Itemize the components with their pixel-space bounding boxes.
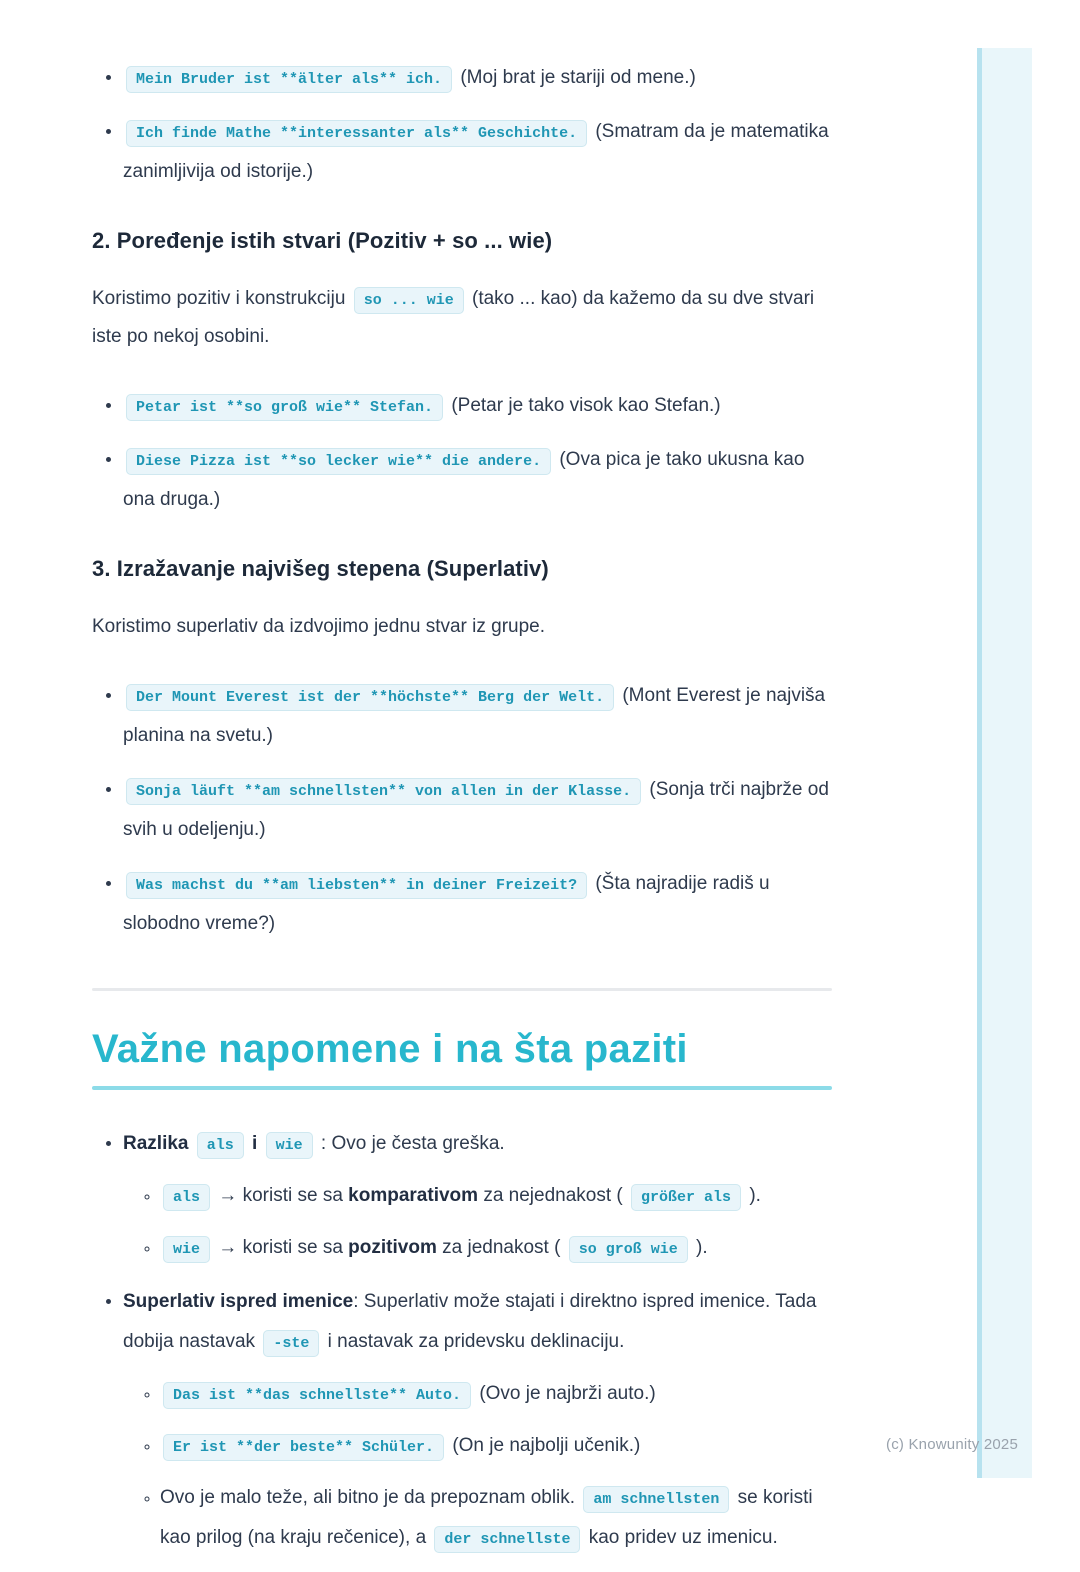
text-segment: za jednakost ( bbox=[436, 1237, 566, 1258]
inline-code-chip: Was machst du **am liebsten** in deiner Freizeit? bbox=[126, 872, 587, 899]
notes-sublist bbox=[123, 1176, 832, 1268]
section2-example-list bbox=[92, 386, 832, 520]
list-item bbox=[123, 864, 832, 944]
inline-code-chip: als bbox=[163, 1184, 210, 1211]
text-segment: za nejednakost ( bbox=[478, 1185, 629, 1206]
inline-code-chip: Der Mount Everest ist der **höchste** Berg der Welt. bbox=[126, 684, 614, 711]
list-item bbox=[123, 440, 832, 520]
title-underline bbox=[92, 1086, 832, 1090]
section3-example-list bbox=[92, 676, 832, 944]
bold-text-segment: komparativom bbox=[348, 1185, 479, 1206]
section-divider bbox=[92, 988, 832, 991]
inline-code-chip: Diese Pizza ist **so lecker wie** die andere. bbox=[126, 448, 551, 475]
inline-code-chip: Das ist **das schnellste** Auto. bbox=[163, 1382, 471, 1409]
list-item bbox=[160, 1374, 832, 1414]
list-item bbox=[123, 386, 832, 426]
inline-code-chip: so groß wie bbox=[569, 1236, 688, 1263]
inline-code-chip: Mein Bruder ist **älter als** ich. bbox=[126, 66, 452, 93]
text-segment: (Petar je tako visok kao Stefan.) bbox=[446, 395, 721, 416]
bold-text-segment: Razlika bbox=[123, 1133, 194, 1154]
text-segment: (tako ... kao) da kažemo da su dve stvari iste po nekoj osobini. bbox=[92, 288, 815, 347]
text-segment: → koristi se sa bbox=[213, 1237, 349, 1258]
list-item bbox=[123, 58, 832, 98]
comparative-example-list bbox=[92, 58, 832, 192]
text-segment: (Šta najradije radiš u slobodno vreme?) bbox=[123, 873, 770, 934]
inline-code-chip: Er ist **der beste** Schüler. bbox=[163, 1434, 444, 1461]
text-segment: kao pridev uz imenicu. bbox=[583, 1527, 778, 1548]
section-heading-3: 3. Izražavanje najvišeg stepena (Superlativ) bbox=[92, 556, 549, 581]
text-segment: Koristimo pozitiv i konstrukciju bbox=[92, 288, 351, 309]
text-segment: (Mont Everest je najviša planina na svetu.) bbox=[123, 685, 826, 746]
list-item bbox=[123, 1124, 832, 1268]
copyright-footer: (c) Knowunity 2025 bbox=[886, 1436, 1019, 1453]
text-segment: : Superlativ može stajati i direktno ispred imenice. Tada dobija nastavak bbox=[123, 1291, 817, 1352]
text-segment: se koristi kao prilog (na kraju rečenice), a bbox=[160, 1487, 813, 1548]
note-text bbox=[123, 1291, 816, 1352]
inline-code-chip: Petar ist **so groß wie** Stefan. bbox=[126, 394, 443, 421]
inline-code-chip: der schnellste bbox=[434, 1526, 580, 1553]
text-segment: ). bbox=[744, 1185, 761, 1206]
section3-paragraph bbox=[92, 608, 832, 646]
text-segment: → koristi se sa bbox=[213, 1185, 349, 1206]
text-segment: (Ova pica je tako ukusna kao ona druga.) bbox=[123, 449, 805, 510]
text-segment: ). bbox=[690, 1237, 708, 1258]
inline-code-chip: größer als bbox=[631, 1184, 741, 1211]
list-item bbox=[123, 112, 832, 192]
text-segment: : Ovo je česta greška. bbox=[315, 1133, 505, 1154]
list-item bbox=[160, 1478, 832, 1558]
list-item bbox=[160, 1228, 832, 1268]
inline-code-chip: am schnellsten bbox=[583, 1486, 729, 1513]
text-segment: Koristimo superlativ da izdvojimo jednu stvar iz grupe. bbox=[92, 616, 546, 637]
text-segment: (On je najbolji učenik.) bbox=[447, 1435, 641, 1456]
notes-list bbox=[92, 1124, 832, 1558]
page-edge-strip bbox=[977, 48, 1032, 1478]
list-item bbox=[123, 676, 832, 756]
text-segment: Ovo je malo teže, ali bitno je da prepoznam oblik. bbox=[160, 1487, 581, 1508]
section2-paragraph bbox=[92, 280, 832, 356]
list-item bbox=[160, 1176, 832, 1216]
bold-text-segment: i bbox=[246, 1133, 263, 1154]
text-segment: (Sonja trči najbrže od svih u odeljenju.) bbox=[123, 779, 829, 840]
inline-code-chip: Sonja läuft **am schnellsten** von allen in der Klasse. bbox=[126, 778, 641, 805]
page-title: Važne napomene i na šta paziti bbox=[92, 1027, 688, 1071]
text-segment: i nastavak za pridevsku deklinaciju. bbox=[322, 1331, 625, 1352]
list-item bbox=[123, 770, 832, 850]
inline-code-chip: wie bbox=[163, 1236, 210, 1263]
text-segment: (Moj brat je stariji od mene.) bbox=[455, 67, 696, 88]
bold-text-segment: Superlativ ispred imenice bbox=[123, 1291, 354, 1312]
inline-code-chip: als bbox=[197, 1132, 244, 1159]
text-segment: (Smatram da je matematika zanimljivija od istorije.) bbox=[123, 121, 829, 182]
inline-code-chip: Ich finde Mathe **interessanter als** Geschichte. bbox=[126, 120, 587, 147]
list-item bbox=[123, 1282, 832, 1558]
section-heading-2: 2. Poređenje istih stvari (Pozitiv + so ... wie) bbox=[92, 228, 553, 253]
bold-text-segment: pozitivom bbox=[348, 1237, 437, 1258]
inline-code-chip: -ste bbox=[263, 1330, 319, 1357]
notes-sublist bbox=[123, 1374, 832, 1558]
inline-code-chip: wie bbox=[266, 1132, 313, 1159]
text-segment: (Ovo je najbrži auto.) bbox=[474, 1383, 656, 1404]
inline-code-chip: so ... wie bbox=[354, 287, 464, 314]
document-page bbox=[92, 30, 832, 1572]
note-text bbox=[123, 1133, 505, 1154]
list-item bbox=[160, 1426, 832, 1466]
